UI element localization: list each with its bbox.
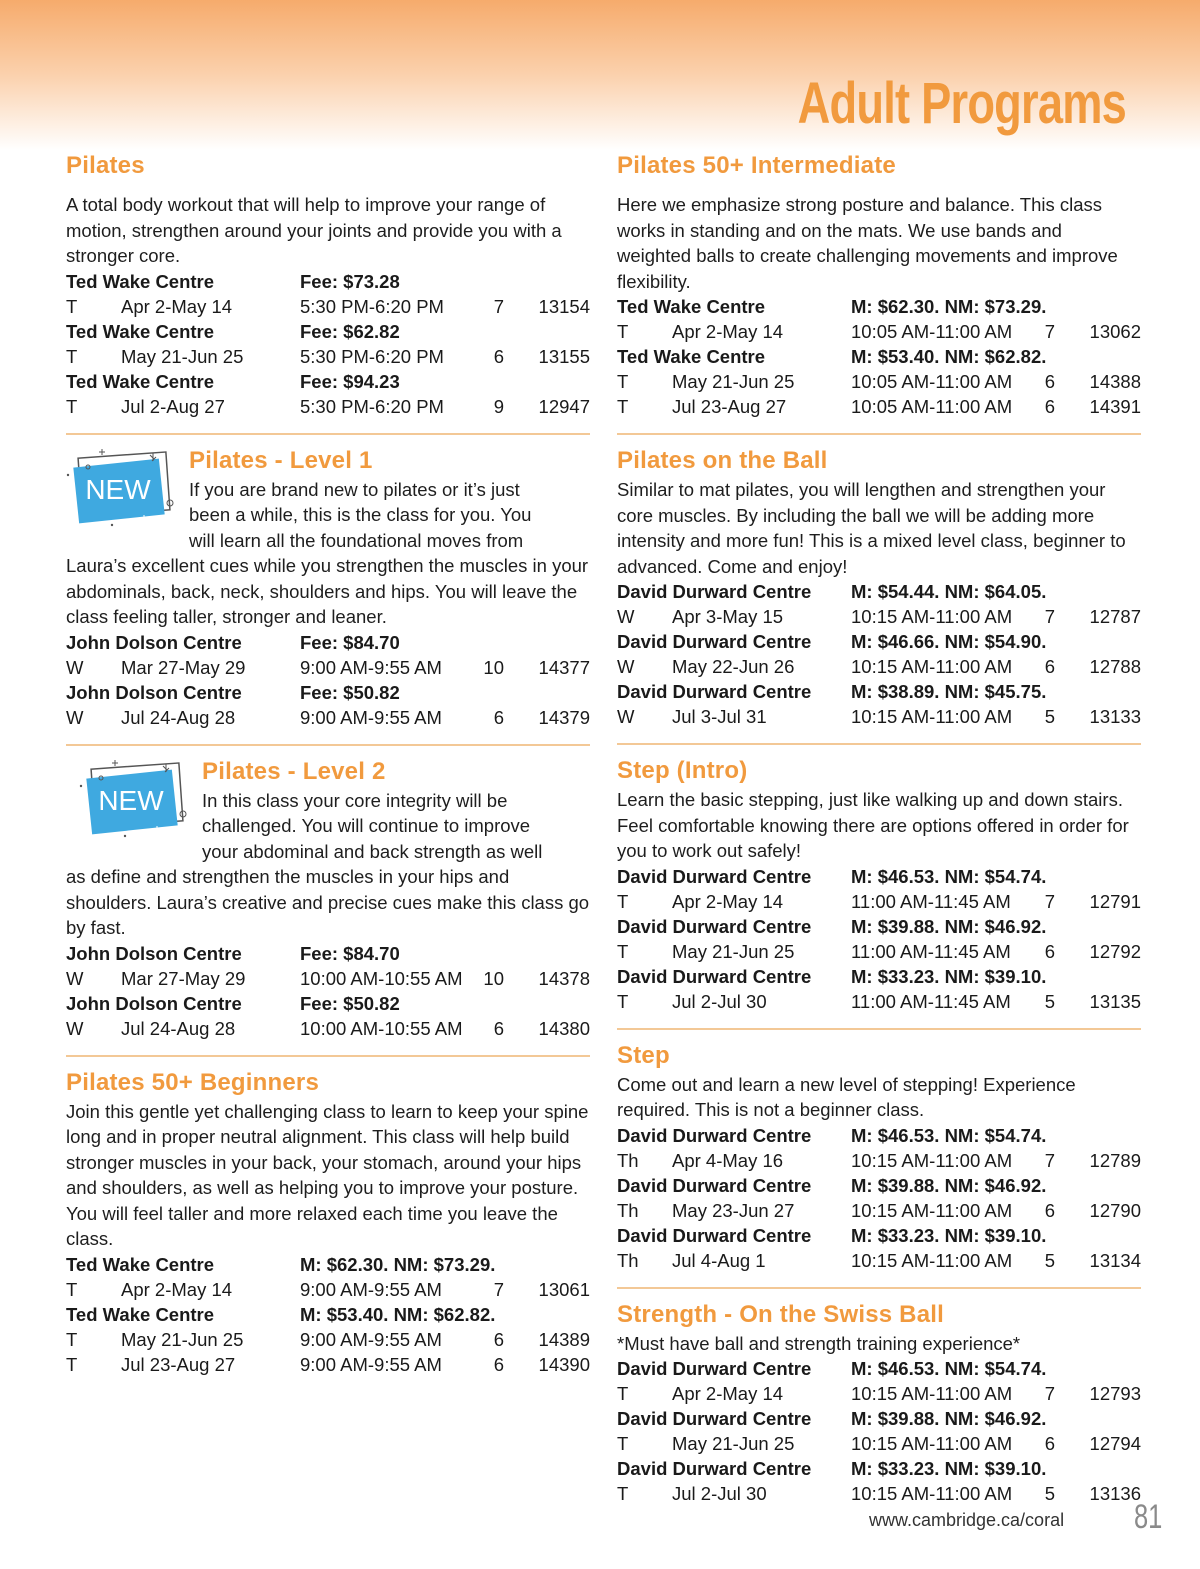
time-range: 5:30 PM-6:20 PM	[300, 345, 444, 367]
location-fee-row	[617, 344, 1141, 369]
section-description: Laura’s excellent cues while you strengthen the muscles in your abdominals, back, neck, shoulders and hips. You will leave the class feeling taller, stronger and leaner.	[66, 555, 589, 627]
course-code: 14380	[538, 1017, 590, 1039]
time-range: 9:00 AM-9:55 AM	[300, 656, 442, 678]
class-schedule-row	[66, 294, 590, 319]
day-of-week: Th	[617, 1149, 639, 1171]
date-range: Apr 2-May 14	[672, 1383, 784, 1404]
schedule-table	[617, 1356, 1141, 1506]
location-fee-row	[617, 629, 1141, 654]
section-title: Strength - On the Swiss Ball	[617, 1300, 944, 1328]
location-fee-row	[66, 1302, 590, 1327]
course-code: 13155	[538, 345, 590, 367]
course-code: 14379	[538, 706, 590, 728]
location-fee-row	[617, 864, 1141, 889]
schedule-table	[617, 294, 1141, 419]
class-schedule-row	[617, 1148, 1141, 1173]
location-fee-row	[617, 1356, 1141, 1381]
location-name: David Durward Centre	[617, 1358, 812, 1379]
location-fee-row	[66, 369, 590, 394]
course-code: 14378	[538, 967, 590, 989]
day-of-week: T	[66, 1328, 78, 1350]
date-range: May 21-Jun 25	[672, 371, 795, 392]
session-count: 6	[1044, 656, 1055, 677]
section-divider	[66, 433, 590, 435]
date-range: Jul 2-Jul 30	[672, 1483, 767, 1504]
session-count: 9	[493, 395, 504, 417]
session-count: 10	[483, 656, 504, 678]
new-badge-icon	[79, 756, 191, 838]
time-range: 9:00 AM-9:55 AM	[300, 1278, 442, 1300]
day-of-week: T	[617, 1483, 629, 1504]
session-count: 6	[1044, 396, 1055, 417]
day-of-week: T	[617, 990, 629, 1012]
date-range: Jul 4-Aug 1	[672, 1249, 766, 1271]
date-range: May 23-Jun 27	[672, 1199, 795, 1221]
date-range: Jul 24-Aug 28	[121, 1017, 236, 1039]
date-range: Apr 2-May 14	[121, 295, 233, 317]
fee-text: M: $33.23. NM: $39.10.	[851, 965, 1047, 987]
course-code: 12790	[1089, 1199, 1141, 1221]
section-pilates-50-intermediate	[617, 150, 1141, 419]
badge-label: NEW	[98, 784, 164, 816]
section-title: Pilates 50+ Intermediate	[617, 152, 896, 179]
location-fee-row	[66, 680, 590, 705]
location-fee-row	[617, 1223, 1141, 1248]
location-name: Ted Wake Centre	[617, 296, 766, 317]
schedule-table	[66, 269, 590, 419]
day-of-week: W	[617, 656, 635, 677]
time-range: 10:05 AM-11:00 AM	[851, 371, 1013, 392]
session-count: 7	[1044, 606, 1055, 627]
section-title: Pilates - Level 1	[189, 446, 373, 474]
day-of-week: W	[66, 706, 84, 728]
session-count: 10	[483, 967, 504, 989]
day-of-week: T	[617, 890, 629, 912]
course-code: 13062	[1089, 321, 1141, 342]
fee-text: M: $38.89. NM: $45.75.	[851, 681, 1047, 702]
fee-text: M: $46.53. NM: $54.74.	[851, 865, 1047, 887]
location-fee-row	[66, 991, 590, 1016]
location-name: David Durward Centre	[617, 581, 812, 602]
location-name: David Durward Centre	[617, 915, 812, 937]
section-strength-swiss-ball	[617, 1299, 1141, 1507]
fee-text: M: $46.66. NM: $54.90.	[851, 631, 1047, 652]
date-range: Mar 27-May 29	[121, 656, 246, 678]
class-schedule-row	[617, 704, 1141, 729]
location-name: David Durward Centre	[617, 865, 812, 887]
day-of-week: T	[617, 1383, 629, 1404]
location-name: John Dolson Centre	[66, 631, 242, 653]
date-range: May 21-Jun 25	[121, 1328, 244, 1350]
time-range: 10:05 AM-11:00 AM	[851, 396, 1013, 417]
location-fee-row	[617, 964, 1141, 989]
day-of-week: W	[617, 606, 635, 627]
course-code: 12793	[1089, 1383, 1141, 1404]
section-description: Here we emphasize strong posture and balance. This class works in standing and on the mats. We use bands and weighted balls to create challenging movements and improve flexibility.	[617, 194, 1118, 292]
time-range: 10:15 AM-11:00 AM	[851, 706, 1013, 727]
time-range: 9:00 AM-9:55 AM	[300, 1353, 442, 1375]
section-title: Pilates - Level 2	[202, 757, 386, 785]
section-title: Step (Intro)	[617, 757, 748, 784]
session-count: 6	[1044, 940, 1055, 962]
fee-text: M: $39.88. NM: $46.92.	[851, 915, 1047, 937]
time-range: 9:00 AM-9:55 AM	[300, 706, 442, 728]
section-title: Pilates on the Ball	[617, 447, 828, 474]
time-range: 10:15 AM-11:00 AM	[851, 1483, 1013, 1504]
class-schedule-row	[617, 889, 1141, 914]
fee-text: M: $53.40. NM: $62.82.	[851, 346, 1047, 367]
location-name: Ted Wake Centre	[66, 1303, 215, 1325]
location-fee-row	[617, 294, 1141, 319]
course-code: 14389	[538, 1328, 590, 1350]
course-code: 12789	[1089, 1149, 1141, 1171]
session-count: 7	[1044, 1383, 1055, 1404]
section-title: Pilates	[66, 152, 145, 179]
time-range: 11:00 AM-11:45 AM	[851, 890, 1011, 912]
date-range: May 21-Jun 25	[672, 940, 795, 962]
course-code: 12794	[1089, 1433, 1141, 1454]
session-count: 5	[1044, 990, 1055, 1012]
desc-line: If you are brand new to pilates or it’s just	[189, 478, 520, 500]
location-name: David Durward Centre	[617, 681, 812, 702]
section-pilates-50-beginners	[66, 1067, 590, 1377]
day-of-week: T	[617, 940, 629, 962]
date-range: Jul 2-Jul 30	[672, 990, 767, 1012]
location-name: David Durward Centre	[617, 1174, 812, 1196]
day-of-week: Th	[617, 1199, 639, 1221]
session-count: 5	[1044, 1249, 1055, 1271]
session-count: 6	[493, 706, 504, 728]
desc-line: been a while, this is the class for you. You	[189, 504, 532, 525]
date-range: Apr 3-May 15	[672, 606, 784, 627]
fee-text: M: $39.88. NM: $46.92.	[851, 1408, 1047, 1429]
fee-text: M: $54.44. NM: $64.05.	[851, 581, 1047, 602]
class-schedule-row	[617, 989, 1141, 1014]
day-of-week: T	[66, 395, 78, 417]
section-title: Step	[617, 1041, 670, 1069]
class-schedule-row	[617, 939, 1141, 964]
location-name: Ted Wake Centre	[66, 270, 215, 292]
course-code: 12787	[1089, 606, 1141, 627]
session-count: 7	[493, 295, 504, 317]
section-divider	[66, 1055, 590, 1057]
section-pilates-level-1	[66, 445, 590, 730]
section-divider	[617, 743, 1141, 745]
time-range: 10:15 AM-11:00 AM	[851, 1149, 1013, 1171]
course-code: 13154	[538, 295, 590, 317]
time-range: 10:15 AM-11:00 AM	[851, 1433, 1013, 1454]
desc-line: In this class your core integrity will be	[202, 789, 508, 811]
section-description: *Must have ball and strength training experience*	[617, 1332, 1021, 1354]
location-fee-row	[617, 1173, 1141, 1198]
course-code: 13135	[1089, 990, 1141, 1012]
schedule-table	[617, 1123, 1141, 1273]
location-fee-row	[617, 1456, 1141, 1481]
class-schedule-row	[617, 319, 1141, 344]
desc-line: your abdominal and back strength as well	[202, 840, 543, 862]
class-schedule-row	[66, 394, 590, 419]
course-code: 13136	[1089, 1483, 1141, 1504]
fee-text: M: $33.23. NM: $39.10.	[851, 1458, 1047, 1479]
class-schedule-row	[66, 1352, 590, 1377]
section-step	[617, 1040, 1141, 1273]
page-title: Adult Programs	[797, 71, 1126, 136]
fee-text: Fee: $50.82	[300, 992, 400, 1014]
session-count: 5	[1044, 706, 1055, 727]
fee-text: M: $39.88. NM: $46.92.	[851, 1174, 1047, 1196]
course-code: 13133	[1089, 706, 1141, 727]
location-fee-row	[617, 1123, 1141, 1148]
schedule-table	[66, 1252, 590, 1377]
location-fee-row	[617, 579, 1141, 604]
time-range: 10:15 AM-11:00 AM	[851, 1249, 1013, 1271]
location-name: John Dolson Centre	[66, 681, 242, 703]
course-code: 13134	[1089, 1249, 1141, 1271]
day-of-week: T	[66, 345, 78, 367]
page-number: 81	[1134, 1498, 1163, 1536]
time-range: 10:15 AM-11:00 AM	[851, 1383, 1013, 1404]
session-count: 6	[1044, 1199, 1055, 1221]
date-range: Apr 4-May 16	[672, 1149, 784, 1171]
date-range: Jul 2-Aug 27	[121, 395, 225, 417]
left-column	[66, 150, 590, 1377]
class-schedule-row	[617, 1481, 1141, 1506]
course-code: 12791	[1089, 890, 1141, 912]
time-range: 10:00 AM-10:55 AM	[300, 1017, 463, 1039]
date-range: Apr 2-May 14	[121, 1278, 233, 1300]
section-divider	[617, 1287, 1141, 1289]
session-count: 7	[493, 1278, 504, 1300]
course-code: 14391	[1089, 396, 1141, 417]
location-fee-row	[617, 679, 1141, 704]
location-name: David Durward Centre	[617, 1458, 812, 1479]
date-range: May 21-Jun 25	[121, 345, 244, 367]
time-range: 10:15 AM-11:00 AM	[851, 1199, 1013, 1221]
session-count: 7	[1044, 890, 1055, 912]
date-range: Jul 23-Aug 27	[121, 1353, 236, 1375]
day-of-week: Th	[617, 1249, 639, 1271]
class-schedule-row	[66, 1327, 590, 1352]
course-code: 14388	[1089, 371, 1141, 392]
desc-line: will learn all the foundational moves from	[189, 529, 524, 551]
fee-text: M: $33.23. NM: $39.10.	[851, 1224, 1047, 1246]
fee-text: M: $46.53. NM: $54.74.	[851, 1124, 1047, 1146]
session-count: 7	[1044, 1149, 1055, 1171]
location-fee-row	[66, 319, 590, 344]
time-range: 9:00 AM-9:55 AM	[300, 1328, 442, 1350]
time-range: 5:30 PM-6:20 PM	[300, 395, 444, 417]
location-name: David Durward Centre	[617, 1124, 812, 1146]
fee-text: Fee: $62.82	[300, 320, 400, 342]
date-range: Apr 2-May 14	[672, 890, 784, 912]
session-count: 6	[493, 1328, 504, 1350]
class-schedule-row	[617, 1381, 1141, 1406]
course-code: 14390	[538, 1353, 590, 1375]
section-divider	[66, 744, 590, 746]
date-range: Mar 27-May 29	[121, 967, 246, 989]
location-name: Ted Wake Centre	[617, 346, 766, 367]
day-of-week: T	[617, 396, 629, 417]
location-name: John Dolson Centre	[66, 992, 242, 1014]
section-description: Come out and learn a new level of stepping! Experience required. This is not a beginner class.	[617, 1073, 1076, 1120]
session-count: 6	[493, 345, 504, 367]
section-description: Join this gentle yet challenging class to learn to keep your spine long and in proper neutral alignment. This class will help build stronger muscles in your back, your stomach, around your hips and shoulders, as well as helping you to improve your posture. You will feel taller and more relaxed each time you leave the class.	[66, 1100, 589, 1249]
section-pilates-level-2	[66, 756, 590, 1041]
footer-url-link[interactable]: www.cambridge.ca/coral	[869, 1510, 1065, 1530]
fee-text: M: $62.30. NM: $73.29.	[300, 1253, 496, 1275]
day-of-week: W	[66, 1017, 84, 1039]
badge-label: NEW	[85, 473, 151, 505]
location-name: David Durward Centre	[617, 965, 812, 987]
section-description: as define and strengthen the muscles in your hips and shoulders. Laura’s creative and precise cues make this class go by fast.	[66, 866, 590, 938]
fee-text: Fee: $50.82	[300, 681, 400, 703]
class-schedule-row	[617, 1431, 1141, 1456]
date-range: Jul 23-Aug 27	[672, 396, 787, 417]
time-range: 11:00 AM-11:45 AM	[851, 990, 1011, 1012]
location-name: Ted Wake Centre	[66, 320, 215, 342]
time-range: 10:15 AM-11:00 AM	[851, 606, 1013, 627]
location-fee-row	[66, 269, 590, 294]
session-count: 6	[1044, 371, 1055, 392]
class-schedule-row	[617, 604, 1141, 629]
fee-text: M: $62.30. NM: $73.29.	[851, 296, 1047, 317]
time-range: 10:00 AM-10:55 AM	[300, 967, 463, 989]
class-schedule-row	[617, 1198, 1141, 1223]
time-range: 11:00 AM-11:45 AM	[851, 940, 1011, 962]
day-of-week: W	[617, 706, 635, 727]
location-name: David Durward Centre	[617, 1408, 812, 1429]
course-code: 14377	[538, 656, 590, 678]
right-column	[617, 150, 1141, 1506]
location-fee-row	[617, 1406, 1141, 1431]
location-name: David Durward Centre	[617, 1224, 812, 1246]
section-description: Similar to mat pilates, you will lengthen and strengthen your core muscles. By including the ball we will be adding more intensity and more fun! This is a mixed level class, beginner to advanced. Come and enjoy!	[617, 479, 1126, 577]
schedule-table	[617, 864, 1141, 1014]
section-description: Learn the basic stepping, just like walking up and down stairs. Feel comfortable knowing there are options offered in order for you to work out safely!	[617, 789, 1129, 861]
section-divider	[617, 433, 1141, 435]
location-name: Ted Wake Centre	[66, 1253, 215, 1275]
schedule-table	[66, 941, 590, 1041]
day-of-week: T	[66, 1278, 78, 1300]
section-pilates	[66, 150, 590, 419]
location-fee-row	[66, 941, 590, 966]
section-description: A total body workout that will help to improve your range of motion, strengthen around your joints and provide you with a stronger core.	[66, 194, 562, 266]
fee-text: Fee: $84.70	[300, 631, 400, 653]
session-count: 7	[1044, 321, 1055, 342]
new-badge-icon	[66, 445, 178, 527]
fee-text: Fee: $94.23	[300, 370, 400, 392]
schedule-table	[66, 630, 590, 730]
time-range: 10:15 AM-11:00 AM	[851, 656, 1013, 677]
section-pilates-on-the-ball	[617, 445, 1141, 729]
location-name: Ted Wake Centre	[66, 370, 215, 392]
class-schedule-row	[617, 394, 1141, 419]
fee-text: Fee: $84.70	[300, 942, 400, 964]
day-of-week: W	[66, 656, 84, 678]
date-range: May 22-Jun 26	[672, 656, 795, 677]
location-fee-row	[617, 914, 1141, 939]
session-count: 5	[1044, 1483, 1055, 1504]
day-of-week: T	[617, 1433, 629, 1454]
course-code: 12947	[538, 395, 590, 417]
class-schedule-row	[66, 1277, 590, 1302]
course-code: 13061	[538, 1278, 590, 1300]
session-count: 6	[493, 1353, 504, 1375]
class-schedule-row	[66, 966, 590, 991]
date-range: Jul 24-Aug 28	[121, 706, 236, 728]
course-code: 12792	[1089, 940, 1141, 962]
section-divider	[617, 1028, 1141, 1030]
date-range: Apr 2-May 14	[672, 321, 784, 342]
fee-text: M: $53.40. NM: $62.82.	[300, 1303, 496, 1325]
day-of-week: W	[66, 967, 84, 989]
location-name: John Dolson Centre	[66, 942, 242, 964]
section-step-intro	[617, 755, 1141, 1014]
class-schedule-row	[66, 1016, 590, 1041]
day-of-week: T	[617, 371, 629, 392]
day-of-week: T	[66, 295, 78, 317]
class-schedule-row	[66, 655, 590, 680]
class-schedule-row	[617, 654, 1141, 679]
class-schedule-row	[617, 369, 1141, 394]
section-title: Pilates 50+ Beginners	[66, 1068, 319, 1096]
course-code: 12788	[1089, 656, 1141, 677]
day-of-week: T	[617, 321, 629, 342]
day-of-week: T	[66, 1353, 78, 1375]
desc-line: challenged. You will continue to improve	[202, 815, 531, 836]
location-name: David Durward Centre	[617, 631, 812, 652]
location-fee-row	[66, 1252, 590, 1277]
fee-text: M: $46.53. NM: $54.74.	[851, 1358, 1047, 1379]
session-count: 6	[493, 1017, 504, 1039]
date-range: May 21-Jun 25	[672, 1433, 795, 1454]
session-count: 6	[1044, 1433, 1055, 1454]
class-schedule-row	[66, 344, 590, 369]
location-fee-row	[66, 630, 590, 655]
class-schedule-row	[66, 705, 590, 730]
schedule-table	[617, 579, 1141, 729]
fee-text: Fee: $73.28	[300, 270, 400, 292]
time-range: 10:05 AM-11:00 AM	[851, 321, 1013, 342]
date-range: Jul 3-Jul 31	[672, 706, 767, 727]
time-range: 5:30 PM-6:20 PM	[300, 295, 444, 317]
class-schedule-row	[617, 1248, 1141, 1273]
